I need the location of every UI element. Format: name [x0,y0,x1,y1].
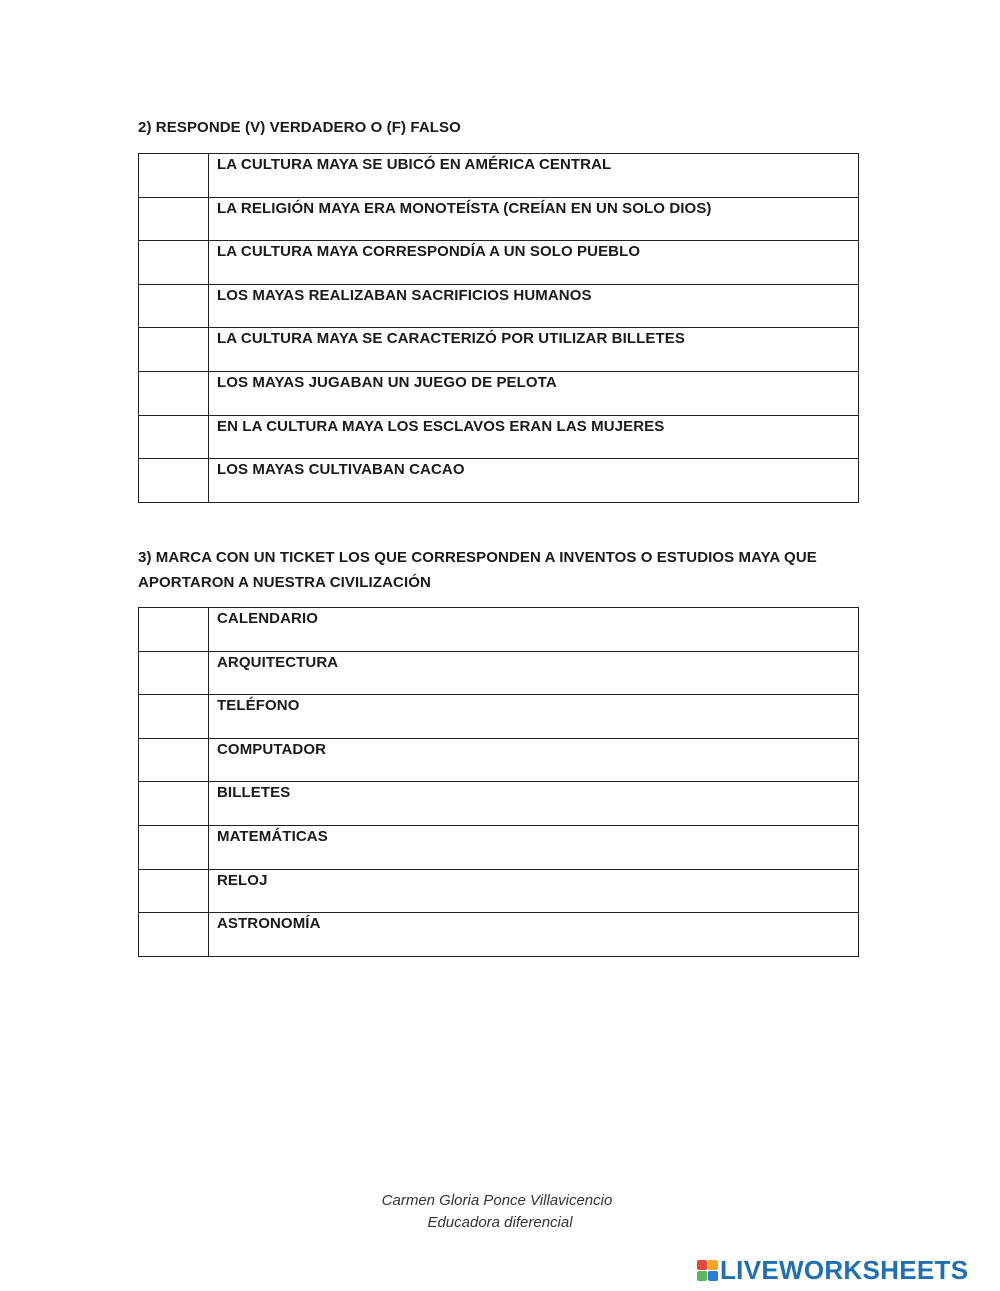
table-row [139,154,859,198]
item-cell: BILLETES [209,782,859,826]
answer-cell[interactable] [139,328,209,372]
ticket-cell[interactable] [139,608,209,652]
section-3-heading-line: 3) MARCA CON UN TICKET LOS QUE CORRESPONDEN A INVENTOS O ESTUDIOS MAYA QUE [138,549,817,566]
item-cell: TELÉFONO [209,695,859,739]
table-row [139,913,859,957]
answer-cell[interactable] [139,241,209,285]
table-row [139,695,859,739]
ticket-cell[interactable] [139,913,209,957]
statement-cell: LOS MAYAS CULTIVABAN CACAO [209,459,859,503]
ticket-cell[interactable] [139,869,209,913]
liveworksheets-logo [697,1255,968,1285]
table-row [139,782,859,826]
statement-cell: EN LA CULTURA MAYA LOS ESCLAVOS ERAN LAS MUJERES [209,415,859,459]
logo-block [697,1271,707,1281]
logo-block [697,1260,707,1270]
item-cell: CALENDARIO [209,608,859,652]
logo-block [708,1260,718,1270]
table-row [139,328,859,372]
answer-cell[interactable] [139,415,209,459]
logo-block [708,1271,718,1281]
section-3-heading [138,545,838,595]
statement-cell: LA RELIGIÓN MAYA ERA MONOTEÍSTA (CREÍAN EN UN SOLO DIOS) [209,197,859,241]
statement-cell: LA CULTURA MAYA SE CARACTERIZÓ POR UTILIZAR BILLETES [209,328,859,372]
logo-blocks-icon [697,1260,718,1281]
statement-cell: LA CULTURA MAYA SE UBICÓ EN AMÉRICA CENTRAL [209,154,859,198]
table-row [139,371,859,415]
item-cell: COMPUTADOR [209,738,859,782]
section-3-heading-line: APORTARON A NUESTRA CIVILIZACIÓN [138,574,431,591]
item-cell: MATEMÁTICAS [209,825,859,869]
ticket-cell[interactable] [139,738,209,782]
answer-cell[interactable] [139,459,209,503]
table-row [139,284,859,328]
answer-cell[interactable] [139,197,209,241]
table-row [139,197,859,241]
statement-cell: LOS MAYAS REALIZABAN SACRIFICIOS HUMANOS [209,284,859,328]
answer-cell[interactable] [139,371,209,415]
logo-text: LIVEWORKSHEETS [720,1254,969,1285]
statement-cell: LOS MAYAS JUGABAN UN JUEGO DE PELOTA [209,371,859,415]
ticket-cell[interactable] [139,695,209,739]
true-false-table [138,153,859,503]
footer-author: Carmen Gloria Ponce Villavicencio [381,1192,613,1209]
table-row [139,869,859,913]
section-2-heading: 2) RESPONDE (V) VERDADERO O (F) FALSO [138,119,461,136]
answer-cell[interactable] [139,284,209,328]
footer-role: Educadora diferencial [427,1214,573,1231]
item-cell: ASTRONOMÍA [209,913,859,957]
table-row [139,651,859,695]
ticket-cell[interactable] [139,825,209,869]
table-row [139,825,859,869]
item-cell: ARQUITECTURA [209,651,859,695]
table-row [139,608,859,652]
item-cell: RELOJ [209,869,859,913]
table-row [139,415,859,459]
ticket-cell[interactable] [139,651,209,695]
table-row [139,241,859,285]
answer-cell[interactable] [139,154,209,198]
table-row [139,738,859,782]
ticket-cell[interactable] [139,782,209,826]
table-row [139,459,859,503]
ticket-table [138,607,859,957]
statement-cell: LA CULTURA MAYA CORRESPONDÍA A UN SOLO PUEBLO [209,241,859,285]
